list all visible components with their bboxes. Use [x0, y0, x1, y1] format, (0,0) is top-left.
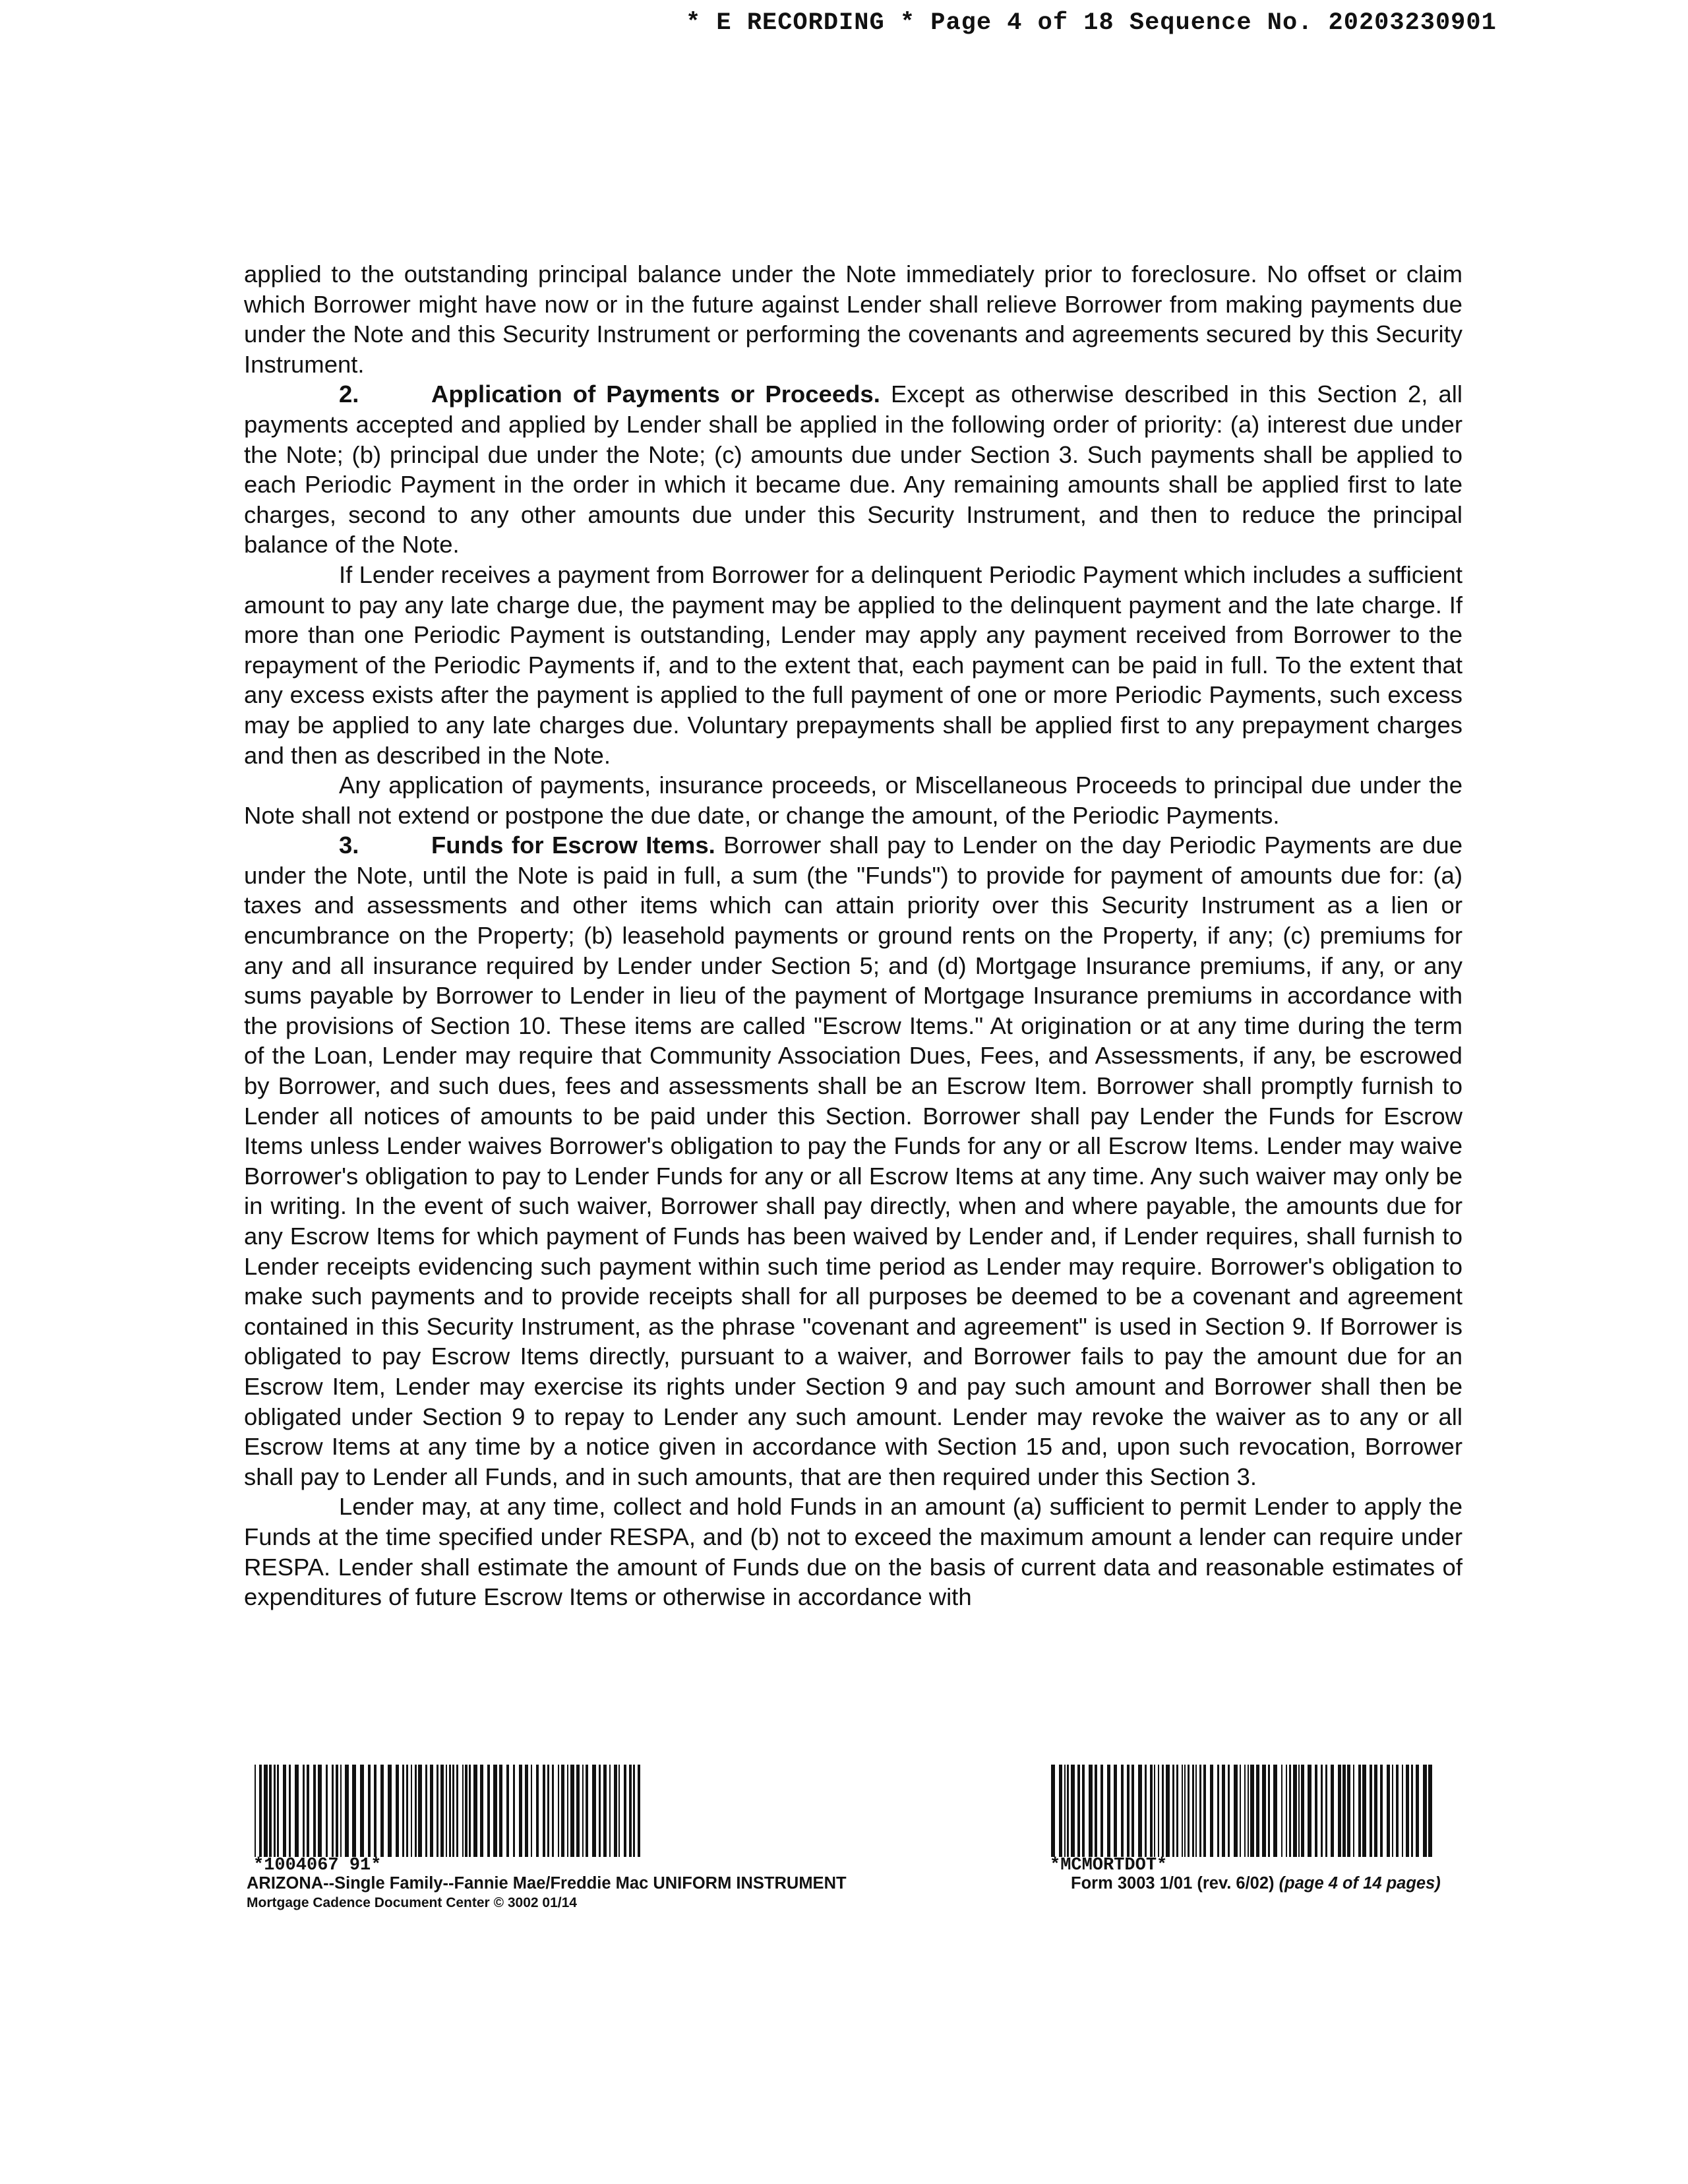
barcode-bar [1315, 1765, 1317, 1857]
barcode-bar [462, 1765, 464, 1857]
barcode-bar [499, 1765, 502, 1857]
barcode-bar [633, 1765, 635, 1857]
barcode-bar [487, 1765, 490, 1857]
barcode-bar [561, 1765, 564, 1857]
document-body [244, 259, 1462, 1612]
barcode-bar [368, 1765, 371, 1857]
barcode-bar [1131, 1765, 1134, 1857]
barcode-bar [274, 1765, 276, 1857]
barcode-bar [1301, 1765, 1304, 1857]
barcode-bar [1387, 1765, 1390, 1857]
barcode-bar [430, 1765, 433, 1857]
barcode-bar [418, 1765, 422, 1857]
barcode-bar [1121, 1765, 1124, 1857]
footer-form-number: Form 3003 1/01 (rev. 6/02) [1071, 1874, 1279, 1893]
barcode-bar [582, 1765, 584, 1857]
barcode-bar [1114, 1765, 1117, 1857]
barcode-bar [456, 1765, 458, 1857]
barcode-bar [259, 1765, 262, 1857]
footer-document-center: Mortgage Cadence Document Center © 3002 01/14 [247, 1895, 577, 1910]
barcode-bar [629, 1765, 632, 1857]
barcode-bar [352, 1765, 356, 1857]
barcode-bar [519, 1765, 522, 1857]
barcode-bar [1308, 1765, 1311, 1857]
barcode-bar [1428, 1765, 1432, 1857]
barcode-bar [1199, 1765, 1201, 1857]
section-2-title: Application of Payments or Proceeds. [431, 380, 880, 408]
barcode-bar [1064, 1765, 1066, 1857]
barcode-bar [1331, 1765, 1334, 1857]
barcode-bar [289, 1765, 291, 1857]
barcode-bar [449, 1765, 451, 1857]
barcode-bar [332, 1765, 334, 1857]
barcode-bar [1298, 1765, 1300, 1857]
barcode-bar [1273, 1765, 1277, 1857]
section-3-title: Funds for Escrow Items. [431, 832, 715, 859]
recording-stamp: * E RECORDING * Page 4 of 18 Sequence No. 20203230901 [686, 9, 1497, 37]
barcode-bar [1192, 1765, 1194, 1857]
barcode-bar [1325, 1765, 1327, 1857]
barcode-bar [1100, 1765, 1103, 1857]
barcode-bar [473, 1765, 477, 1857]
barcode-right-caption: *MCMORTDOT* [1050, 1856, 1168, 1875]
barcode-bar [269, 1765, 272, 1857]
footer-instrument-info [247, 1873, 972, 1913]
barcode-bar [609, 1765, 611, 1857]
barcode-bar [1347, 1765, 1350, 1857]
barcode-bar [1338, 1765, 1341, 1857]
barcode-bar [1289, 1765, 1291, 1857]
barcode-bar [1154, 1765, 1155, 1857]
paragraph-respa: Lender may, at any time, collect and hold Funds in an amount (a) sufficient to permit Lender to apply the Funds at the time specified under RESPA, and (b) not to exceed the maximum amount a lender can require under RESPA. Lender shall estimate the amount of Funds due on the basis of current data and reasonable estimates of expenditures of future Escrow Items or otherwise in accordance with [244, 1493, 1462, 1611]
barcode-bar [1222, 1765, 1225, 1857]
barcode-bar [1095, 1765, 1097, 1857]
barcode-bar [1396, 1765, 1399, 1857]
barcode-bar [1321, 1765, 1323, 1857]
barcode-bar [1293, 1765, 1297, 1857]
barcode-bar [531, 1765, 532, 1857]
barcode-bar [1281, 1765, 1282, 1857]
barcode-bar [1176, 1765, 1178, 1857]
barcode-bar [567, 1765, 568, 1857]
barcode-bar [480, 1765, 483, 1857]
footer-page-count: (page 4 of 14 pages) [1279, 1874, 1441, 1893]
barcode-bar [380, 1765, 384, 1857]
section-3-number: 3. [339, 832, 359, 859]
barcode-bar [1059, 1765, 1062, 1857]
barcode-bar [313, 1765, 316, 1857]
barcode-bar [1162, 1765, 1164, 1857]
barcode-bar [283, 1765, 286, 1857]
barcode-bar [1250, 1765, 1254, 1857]
barcode-bar [1089, 1765, 1093, 1857]
barcode-bar [1358, 1765, 1361, 1857]
barcode-bar [340, 1765, 342, 1857]
barcode-bar [255, 1765, 256, 1857]
barcode-bar [1248, 1765, 1249, 1857]
barcode-bar [264, 1765, 268, 1857]
barcode-bar [396, 1765, 399, 1857]
barcode-bar [1256, 1765, 1259, 1857]
barcode-bar [415, 1765, 417, 1857]
barcode-left-bars [253, 1765, 646, 1857]
barcode-bar [1402, 1765, 1403, 1857]
barcode-bar [1240, 1765, 1241, 1857]
barcode-bar [411, 1765, 412, 1857]
barcode-bar [406, 1765, 408, 1857]
barcode-bar [1138, 1765, 1142, 1857]
barcode-bar [440, 1765, 444, 1857]
barcode-bar [1071, 1765, 1075, 1857]
loan-number-barcode [253, 1765, 646, 1875]
barcode-bar [570, 1765, 574, 1857]
barcode-bar [1370, 1765, 1372, 1857]
document-code-barcode [1050, 1765, 1439, 1875]
barcode-bar [614, 1765, 617, 1857]
barcode-left-caption: *1004067 91* [253, 1856, 382, 1875]
barcode-bar [552, 1765, 554, 1857]
barcode-bar [513, 1765, 515, 1857]
barcode-bar [446, 1765, 447, 1857]
barcode-bar [618, 1765, 620, 1857]
barcode-bar [465, 1765, 467, 1857]
barcode-bar [295, 1765, 299, 1857]
barcode-bar [1411, 1765, 1413, 1857]
barcode-bar [402, 1765, 404, 1857]
barcode-bar [1203, 1765, 1206, 1857]
barcode-bar [624, 1765, 626, 1857]
paragraph-application: Any application of payments, insurance proceeds, or Miscellaneous Proceeds to principal due under the Note shall not extend or postpone the due date, or change the amount, of the Periodic Payments. [244, 772, 1462, 829]
barcode-bar [1228, 1765, 1230, 1857]
barcode-bar [1127, 1765, 1130, 1857]
barcode-bar [1182, 1765, 1183, 1857]
barcode-bar [303, 1765, 305, 1857]
barcode-bar [388, 1765, 392, 1857]
barcode-bar [558, 1765, 559, 1857]
barcode-bar [277, 1765, 279, 1857]
barcode-bar [1077, 1765, 1080, 1857]
barcode-bar [374, 1765, 377, 1857]
barcode-bar [360, 1765, 364, 1857]
barcode-bar [345, 1765, 349, 1857]
barcode-bar [599, 1765, 601, 1857]
barcode-bar [1107, 1765, 1110, 1857]
barcode-bar [1244, 1765, 1246, 1857]
footer-instrument-title: ARIZONA--Single Family--Fannie Mae/Freddie Mac UNIFORM INSTRUMENT [247, 1874, 847, 1893]
section-2-paragraph [244, 379, 1462, 560]
paragraph-delinquent-payment: If Lender receives a payment from Borrower for a delinquent Periodic Payment which includes a sufficient amount to pay any late charge due, the payment may be applied to the delinquent payment and the late charge. If more than one Periodic Payment is outstanding, Lender may apply any payment received from Borrower to the repayment of the Periodic Payments if, and to the extent that, each payment can be paid in full. To the extent that any excess exists after the payment is applied to the full payment of one or more Periodic Payments, such excess may be applied to any late charges due. Voluntary prepayments shall be applied first to any prepayment charges and then as described in the Note. [244, 561, 1462, 769]
barcode-bar [1406, 1765, 1409, 1857]
barcode-bar [336, 1765, 338, 1857]
barcode-bar [1145, 1765, 1147, 1857]
barcode-bar [1082, 1765, 1085, 1857]
barcode-bar [603, 1765, 607, 1857]
barcode-bar [1362, 1765, 1366, 1857]
barcode-bar [547, 1765, 549, 1857]
section-2-text: Except as otherwise described in this Section 2, all payments accepted and applied by Lender shall be applied in the following order of priority: (a) interest due under the Note; (b) principal due under the Note; (c) amounts due under Section 3. Such payments shall be applied to each Periodic Payment in the order in which it became due. Any remaining amounts shall be applied first to late charges, second to any other amounts due under this Security Instrument, and then to reduce the principal balance of the Note. [244, 380, 1462, 559]
barcode-bar [1195, 1765, 1197, 1857]
barcode-bar [1166, 1765, 1170, 1857]
barcode-bar [1380, 1765, 1383, 1857]
barcode-bar [536, 1765, 539, 1857]
barcode-bar [326, 1765, 328, 1857]
barcode-bar [1374, 1765, 1377, 1857]
barcode-bar [425, 1765, 427, 1857]
footer-form-info [1071, 1873, 1651, 1893]
barcode-bar [493, 1765, 497, 1857]
barcode-bar [1353, 1765, 1354, 1857]
barcode-bar [1150, 1765, 1153, 1857]
barcode-bar [1268, 1765, 1270, 1857]
barcode-bar [1051, 1765, 1055, 1857]
barcode-bar [1210, 1765, 1213, 1857]
barcode-bar [1184, 1765, 1186, 1857]
barcode-bar [1217, 1765, 1219, 1857]
barcode-bar [1342, 1765, 1346, 1857]
barcode-bar [506, 1765, 509, 1857]
barcode-bar [525, 1765, 528, 1857]
section-2-number: 2. [339, 380, 359, 408]
barcode-bar [1416, 1765, 1419, 1857]
barcode-bar [307, 1765, 309, 1857]
barcode-bar [437, 1765, 438, 1857]
barcode-bar [1158, 1765, 1159, 1857]
barcode-bar [592, 1765, 596, 1857]
section-3-text: Borrower shall pay to Lender on the day Periodic Payments are due under the Note, until the Note is paid in full, a sum (the "Funds") to provide for payment of amounts due for: (a) taxes and assessments and other items which can attain priority over this Security Instrument as a lien or encumbrance on the Property; (b) leasehold payments or ground rents on the Property, if any; (c) premiums for any and all insurance required by Lender under Section 5; and (d) Mortgage Insurance premiums, if any, or any sums payable by Borrower to Lender in lieu of the payment of Mortgage Insurance premiums in accordance with the provisions of Section 10. These items are called "Escrow Items." At origination or at any time during the term of the Loan, Lender may require that Community Association Dues, Fees, and Assessments, if any, be escrowed by Borrower, and such dues, fees and assessments shall be an Escrow Item. Borrower shall promptly furnish to Lender all notices of amounts to be paid under this Section. Borrower shall pay Lender the Funds for Escrow Items unless Lender waives Borrower's obligation to pay the Funds for any or all Escrow Items. Lender may waive Borrower's obligation to pay to Lender Funds for any or all Escrow Items at any time. Any such waiver may only be in writing. In the event of such waiver, Borrower shall pay directly, when and where payable, the amounts due for any Escrow Items for which payment of Funds has been waived by Lender and, if Lender requires, shall furnish to Lender receipts evidencing such payment within such time period as Lender may require. Borrower's obligation to make such payments and to provide receipts shall for all purposes be deemed to be a covenant and agreement contained in this Security Instrument, as the phrase "covenant and agreement" is used in Section 9. If Borrower is obligated to pay Escrow Items directly, pursuant to a waiver, and Borrower fails to pay the amount due for an Escrow Item, Lender may exercise its rights under Section 9 and pay such amount and Borrower shall then be obligated under Section 9 to repay to Lender any such amount. Lender may revoke the waiver as to any or all Escrow Items at any time by a notice given in accordance with Section 15 and, upon such revocation, Borrower shall pay to Lender all Funds, and in such amounts, that are then required under this Section 3. [244, 832, 1463, 1490]
barcode-bar [1423, 1765, 1427, 1857]
barcode-bar [1286, 1765, 1287, 1857]
barcode-bar [586, 1765, 588, 1857]
paragraph-continuation: applied to the outstanding principal balance under the Note immediately prior to foreclosure. No offset or claim which Borrower might have now or in the future against Lender shall relieve Borrower from making payments due under the Note and this Security Instrument or performing the covenants and agreements secured by this Security Instrument. [244, 260, 1462, 378]
barcode-bar [576, 1765, 580, 1857]
barcode-bar [1234, 1765, 1238, 1857]
barcode-bar [452, 1765, 454, 1857]
barcode-bar [1392, 1765, 1393, 1857]
footer-form-line [1071, 1873, 1651, 1893]
barcode-bar [1067, 1765, 1069, 1857]
barcode-bar [1262, 1765, 1266, 1857]
barcode-right-bars [1050, 1765, 1439, 1857]
section-3-paragraph [244, 830, 1462, 1492]
barcode-bar [318, 1765, 322, 1857]
barcode-bar [469, 1765, 471, 1857]
barcode-bar [1188, 1765, 1190, 1857]
barcode-bar [1172, 1765, 1174, 1857]
barcode-bar [543, 1765, 545, 1857]
barcode-bar [638, 1765, 640, 1857]
